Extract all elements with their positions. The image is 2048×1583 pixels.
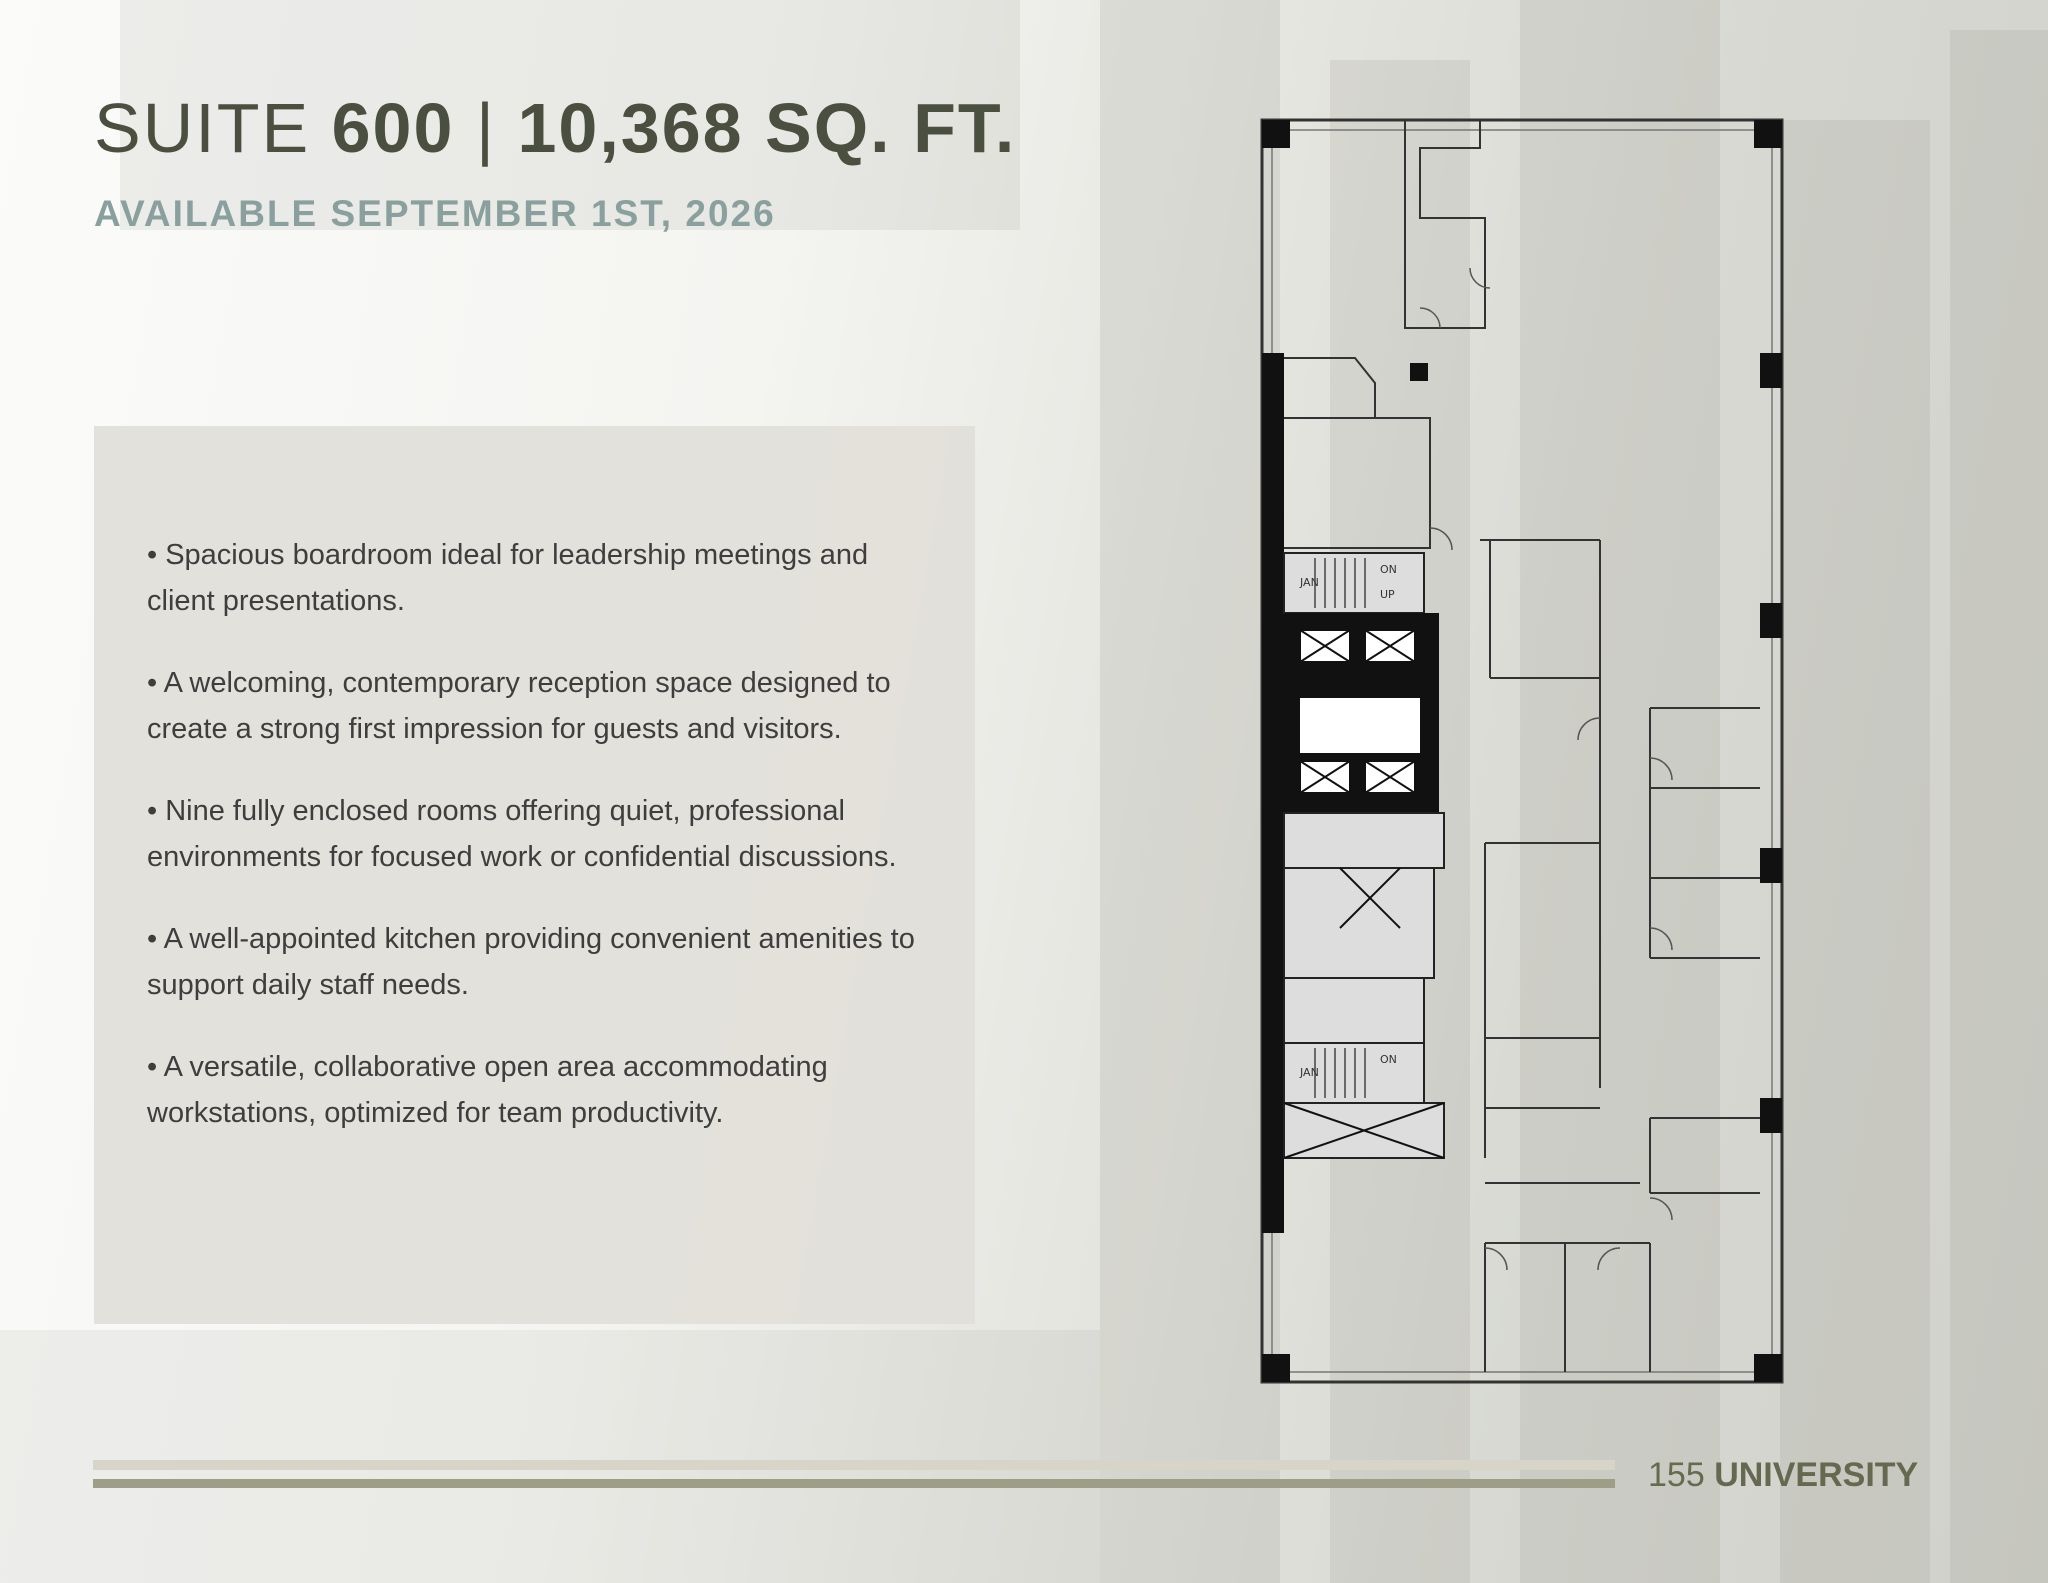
floorplan-label-jan-1: JAN xyxy=(1300,576,1319,589)
feature-item-boardroom: • Spacious boardroom ideal for leadership meetings and client presentations. xyxy=(147,539,869,617)
footer-rule-light xyxy=(93,1460,1615,1470)
availability-subtitle: AVAILABLE SEPTEMBER 1ST, 2026 xyxy=(94,193,776,234)
brand-number: 155 xyxy=(1648,1456,1705,1494)
title-suite-word: SUITE xyxy=(94,89,311,167)
feature-item-kitchen: • A well-appointed kitchen providing convenient amenities to support daily staff needs. xyxy=(147,923,915,1001)
floorplan-label-on-2: ON xyxy=(1380,1053,1397,1066)
floorplan-label-up: UP xyxy=(1380,588,1395,601)
title-suite-number: 600 xyxy=(331,89,455,167)
feature-item-reception: • A welcoming, contemporary reception space designed to create a strong first impression for guests and visitors. xyxy=(147,667,891,745)
brand-logo-text xyxy=(1648,1456,1918,1495)
floor-plan xyxy=(1240,108,1800,1398)
floorplan-label-on-1: ON xyxy=(1380,563,1397,576)
feature-list xyxy=(147,532,915,1136)
feature-item-open-area: • A versatile, collaborative open area accommodating workstations, optimized for team productivity. xyxy=(147,1051,828,1129)
title-separator: | xyxy=(475,89,497,167)
page-title xyxy=(94,88,1016,168)
floorplan-label-jan-2: JAN xyxy=(1300,1066,1319,1079)
title-area: 10,368 SQ. FT. xyxy=(517,89,1017,167)
footer-rule-dark xyxy=(93,1479,1615,1488)
feature-box xyxy=(94,426,975,1324)
brand-name: UNIVERSITY xyxy=(1714,1456,1919,1494)
feature-item-enclosed-rooms: • Nine fully enclosed rooms offering quiet, professional environments for focused work or confidential discussions. xyxy=(147,795,897,873)
